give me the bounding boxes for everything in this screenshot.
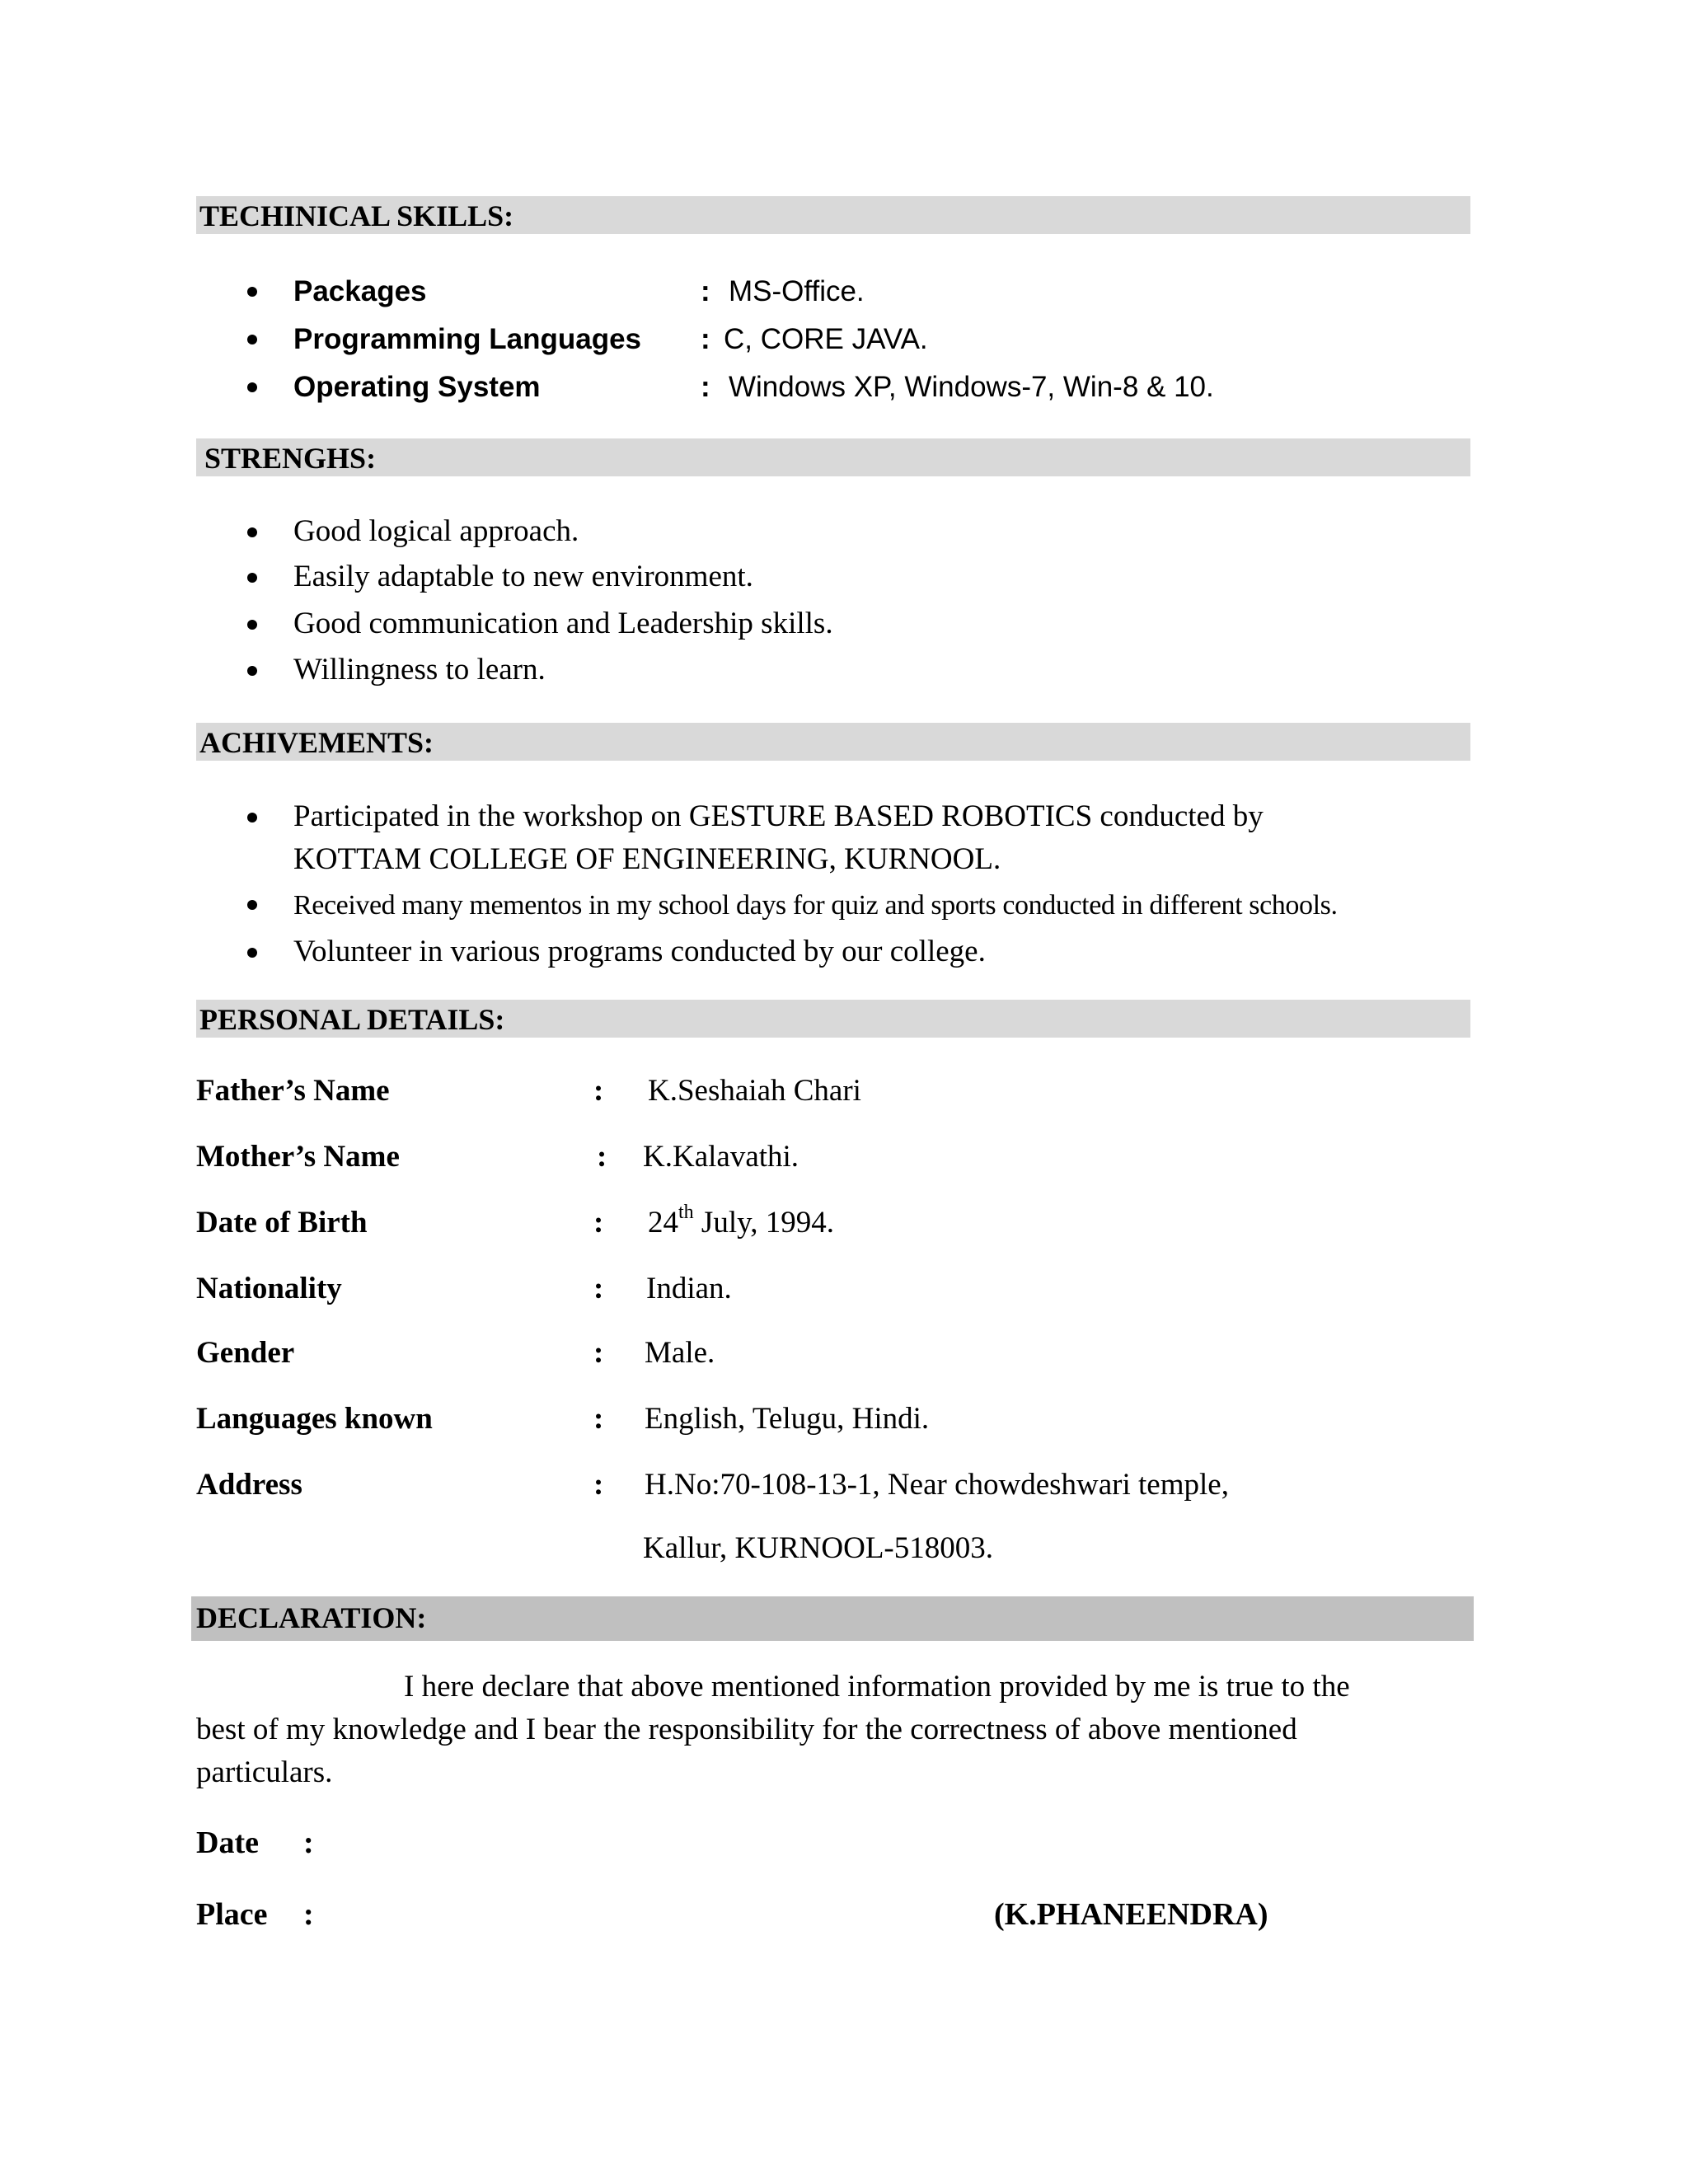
detail-value	[648, 1201, 834, 1240]
detail-value: K.Kalavathi.	[643, 1140, 799, 1174]
detail-label: Mother’s Name	[196, 1140, 400, 1174]
bullet-icon	[247, 527, 257, 537]
bullet-icon	[247, 948, 257, 958]
detail-colon: :	[593, 1336, 604, 1370]
technical-skills-title: TECHINICAL SKILLS:	[199, 199, 514, 232]
achievement-text: Received many mementos in my school days for quiz and sports conducted in different schools.	[293, 890, 1338, 921]
detail-value: Kallur, KURNOOL-518003.	[643, 1531, 993, 1565]
achievement-text: KOTTAM COLLEGE OF ENGINEERING, KURNOOL.	[293, 842, 1001, 876]
dob-suffix: th	[678, 1201, 694, 1223]
personal-details-header	[196, 1000, 1470, 1038]
skill-colon: :	[701, 275, 710, 307]
declaration-text: I here declare that above mentioned information provided by me is true to the	[404, 1670, 1350, 1704]
bullet-icon	[247, 666, 257, 676]
date-colon: :	[303, 1825, 314, 1860]
declaration-header	[191, 1596, 1474, 1641]
dob-day: 24	[648, 1206, 678, 1240]
bullet-icon	[247, 335, 257, 344]
signature-name: (K.PHANEENDRA)	[994, 1897, 1268, 1932]
strength-text: Good logical approach.	[293, 514, 579, 548]
bullet-icon	[247, 382, 257, 392]
strength-text: Easily adaptable to new environment.	[293, 560, 753, 593]
detail-label: Nationality	[196, 1272, 342, 1305]
detail-colon: :	[593, 1272, 604, 1305]
skill-label: Programming Languages	[293, 323, 642, 355]
strength-text: Willingness to learn.	[293, 653, 546, 687]
declaration-title: DECLARATION:	[196, 1601, 427, 1634]
personal-details-title: PERSONAL DETAILS:	[199, 1003, 505, 1036]
detail-value: Male.	[645, 1336, 715, 1370]
skill-value: MS-Office.	[729, 275, 865, 307]
dob-rest: July, 1994.	[693, 1206, 834, 1240]
detail-label: Languages known	[196, 1402, 433, 1436]
detail-value: K.Seshaiah Chari	[648, 1074, 861, 1108]
skill-label: Packages	[293, 275, 427, 307]
achievement-text: Volunteer in various programs conducted by our college.	[293, 935, 986, 968]
strengths-header	[196, 438, 1470, 476]
detail-value: Indian.	[646, 1272, 732, 1305]
bullet-icon	[247, 287, 257, 297]
strength-text: Good communication and Leadership skills.	[293, 607, 833, 640]
bullet-icon	[247, 620, 257, 630]
skill-colon: :	[701, 323, 710, 355]
detail-colon: :	[593, 1468, 604, 1502]
detail-colon: :	[597, 1140, 607, 1174]
skill-colon: :	[701, 371, 710, 403]
detail-colon: :	[593, 1402, 604, 1436]
detail-label: Address	[196, 1468, 302, 1502]
achievement-text: Participated in the workshop on GESTURE BASED ROBOTICS conducted by	[293, 799, 1264, 833]
skill-label: Operating System	[293, 371, 541, 403]
bullet-icon	[247, 813, 257, 823]
detail-value: English, Telugu, Hindi.	[645, 1402, 930, 1436]
technical-skills-header	[196, 196, 1470, 234]
detail-colon: :	[593, 1206, 604, 1240]
strengths-title: STRENGHS:	[204, 442, 377, 475]
detail-label: Father’s Name	[196, 1074, 390, 1108]
declaration-text: best of my knowledge and I bear the responsibility for the correctness of above mentioned	[196, 1713, 1297, 1746]
declaration-text: particulars.	[196, 1755, 333, 1789]
detail-label: Date of Birth	[196, 1206, 368, 1240]
detail-value: H.No:70-108-13-1, Near chowdeshwari temple,	[645, 1468, 1229, 1502]
place-colon: :	[303, 1897, 314, 1932]
achievements-header	[196, 723, 1470, 761]
skill-value: C, CORE JAVA.	[724, 323, 928, 355]
achievements-title: ACHIVEMENTS:	[199, 726, 434, 759]
detail-label: Gender	[196, 1336, 295, 1370]
detail-colon: :	[593, 1074, 604, 1108]
place-label: Place	[196, 1897, 268, 1932]
bullet-icon	[247, 900, 257, 910]
bullet-icon	[247, 573, 257, 583]
date-label: Date	[196, 1825, 259, 1860]
skill-value: Windows XP, Windows-7, Win-8 & 10.	[729, 371, 1214, 403]
